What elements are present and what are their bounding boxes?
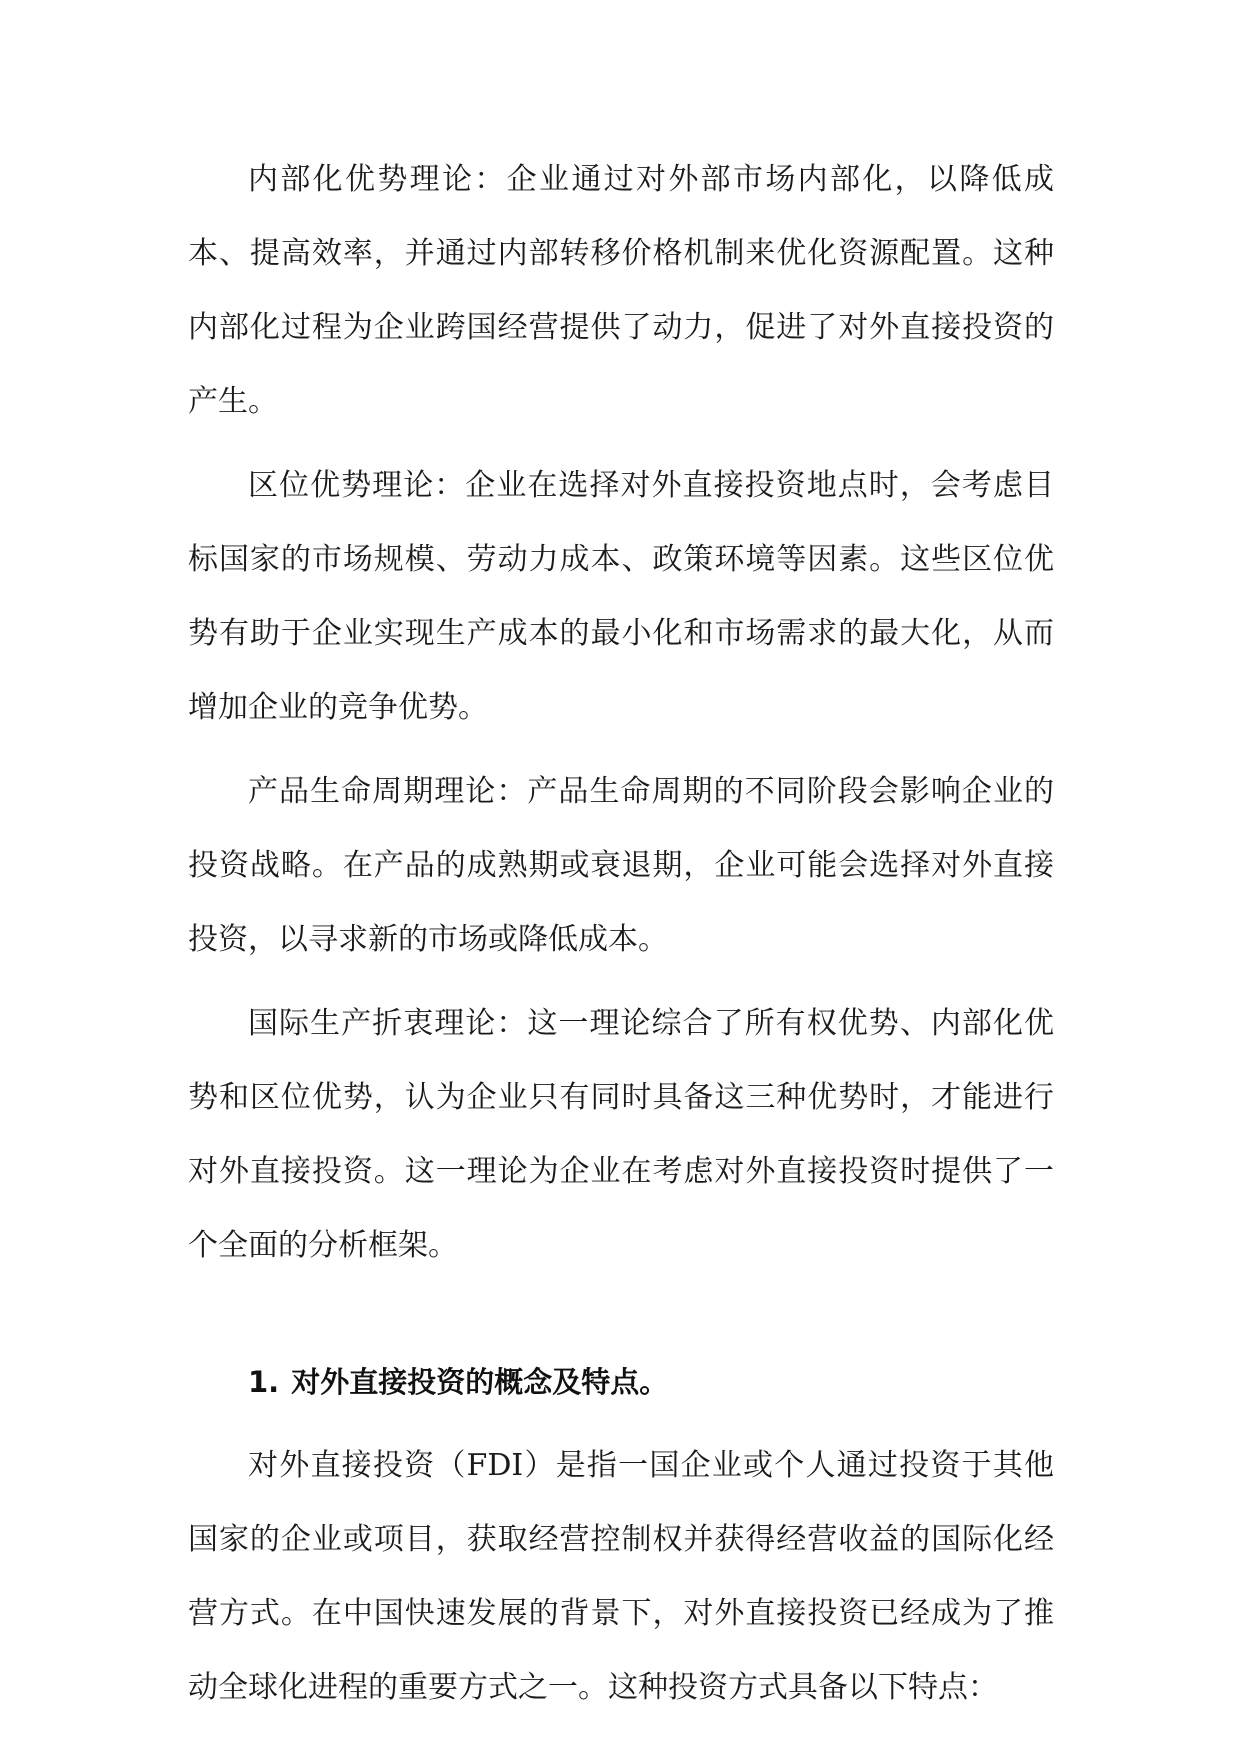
section-heading xyxy=(188,1345,1054,1419)
paragraph-internalization-theory: 内部化优势理论：企业通过对外部市场内部化，以降低成本、提高效率，并通过内部转移价格机制来优化资源配置。这种内部化过程为企业跨国经营提供了动力，促进了对外直接投资的产生。 xyxy=(188,162,1054,419)
section-heading-text: 对外直接投资的概念及特点。 xyxy=(291,1365,669,1399)
paragraph-fdi-definition: 对外直接投资（FDI）是指一国企业或个人通过投资于其他国家的企业或项目，获取经营控制权并获得经营收益的国际化经营方式。在中国快速发展的背景下，对外直接投资已经成为了推动全球化进程的重要方式之一。这种投资方式具备以下特点： xyxy=(188,1448,1054,1705)
paragraph-product-life-cycle-theory: 产品生命周期理论：产品生命周期的不同阶段会影响企业的投资战略。在产品的成熟期或衰退期，企业可能会选择对外直接投资，以寻求新的市场或降低成本。 xyxy=(188,774,1054,957)
paragraph-location-advantage-theory: 区位优势理论：企业在选择对外直接投资地点时，会考虑目标国家的市场规模、劳动力成本、政策环境等因素。这些区位优势有助于企业实现生产成本的最小化和市场需求的最大化，从而增加企业的竞争优势。 xyxy=(188,468,1054,725)
section-heading-number: 1. xyxy=(248,1365,280,1399)
paragraph-eclectic-theory: 国际生产折衷理论：这一理论综合了所有权优势、内部化优势和区位优势，认为企业只有同时具备这三种优势时，才能进行对外直接投资。这一理论为企业在考虑对外直接投资时提供了一个全面的分析框架。 xyxy=(188,1006,1054,1263)
document-body xyxy=(188,143,1054,1735)
